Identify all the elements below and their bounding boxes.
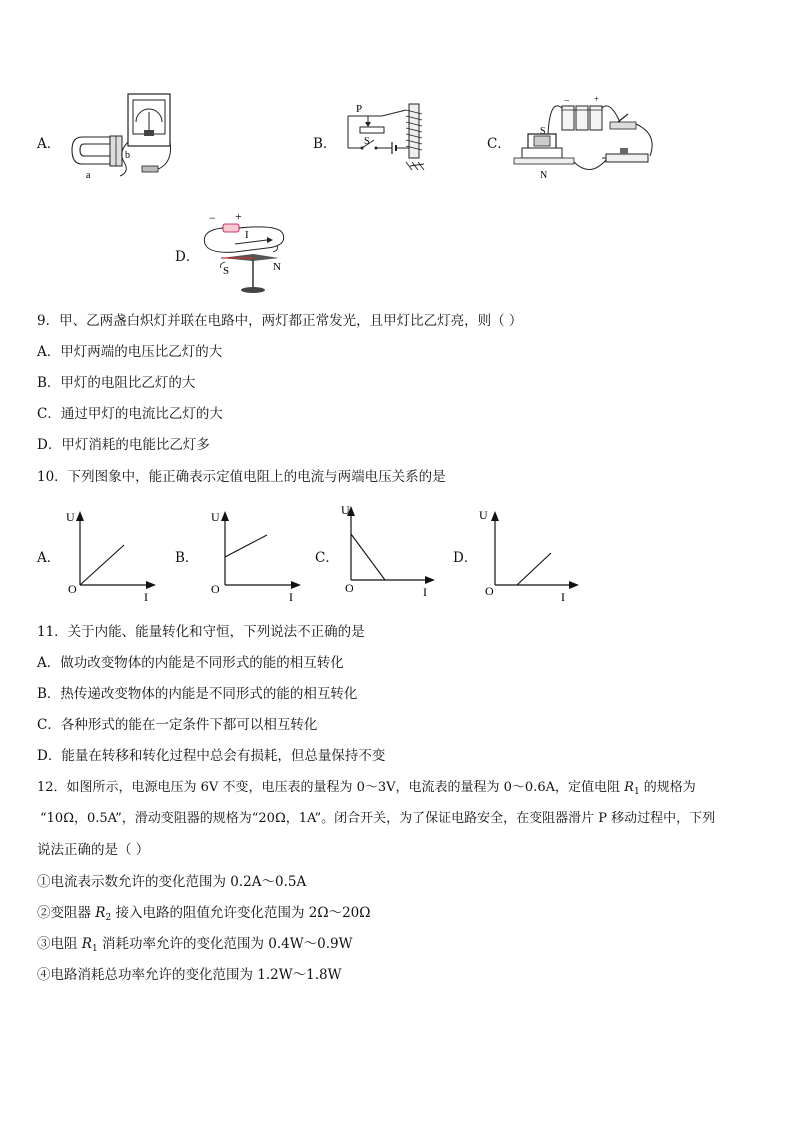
statement-text: ②变阻器: [37, 905, 96, 921]
statement-1: [37, 873, 306, 891]
label-s: S: [223, 265, 230, 277]
option-label: A．: [37, 550, 61, 566]
option-c: C．各种形式的能在一定条件下都可以相互转化: [37, 717, 318, 733]
y-axis-label: U: [66, 510, 75, 524]
option-a: A．甲灯两端的电压比乙灯的大: [37, 344, 223, 360]
variable-r: R: [624, 780, 634, 795]
origin-label: O: [211, 582, 220, 596]
option-d: D．甲灯消耗的电能比乙灯多: [37, 437, 210, 453]
minus-sign: −: [209, 211, 216, 225]
variable-r: R: [81, 936, 92, 952]
plus-sign: +: [594, 94, 600, 104]
option-c: C．通过甲灯的电流比乙灯的大: [37, 406, 223, 422]
label-p: P: [356, 103, 363, 115]
origin-label: O: [345, 581, 354, 595]
subscript: 2: [105, 913, 112, 923]
statement-2: [37, 904, 370, 927]
question-stem: 10．下列图象中，能正确表示定值电阻上的电流与两端电压关系的是: [37, 469, 446, 485]
statement-text: 消耗功率允许的变化范围为 0.4W～0.9W: [97, 936, 353, 952]
label-s: S: [364, 136, 370, 147]
variable-r: R: [95, 905, 106, 921]
option-b: B．热传递改变物体的内能是不同形式的能的相互转化: [37, 686, 358, 702]
label-n: N: [273, 261, 281, 273]
option-label: C．: [315, 550, 339, 566]
graph-a: [60, 505, 160, 605]
option-label: A．: [37, 136, 61, 152]
option-label: D．: [453, 550, 478, 566]
statement-text: ④电路消耗总功率允许的变化范围为 1.2W～1.8W: [37, 967, 342, 983]
y-axis-label: U: [341, 503, 350, 517]
x-axis-label: I: [144, 590, 148, 604]
option-label: D．: [175, 249, 200, 265]
stem-text: 的规格为: [639, 780, 696, 795]
option-b: B．甲灯的电阻比乙灯的大: [37, 375, 196, 391]
plus-sign: +: [235, 209, 242, 223]
label-s: S: [540, 126, 546, 137]
question-stem: 11．关于内能、能量转化和守恒，下列说法不正确的是: [37, 624, 365, 640]
motor-circuit-figure: [510, 94, 660, 184]
statement-3: [37, 935, 352, 958]
option-a: A．做功改变物体的内能是不同形式的能的相互转化: [37, 655, 344, 671]
graph-b: [205, 505, 305, 605]
y-axis-label: U: [211, 510, 220, 524]
label-b: b: [125, 150, 130, 161]
option-label: B．: [175, 550, 199, 566]
option-d: D．能量在转移和转化过程中总会有损耗，但总量保持不变: [37, 748, 386, 764]
x-axis-label: I: [423, 585, 427, 599]
option-label: B．: [313, 136, 337, 152]
minus-sign: −: [564, 96, 570, 107]
label-n: N: [540, 170, 548, 181]
compass-wire-figure: [195, 208, 295, 298]
question-stem-line-3: 说法正确的是（ ）: [37, 842, 150, 858]
electromagnet-circuit-figure: [340, 100, 435, 175]
statement-4: [37, 966, 341, 984]
label-i: I: [245, 229, 249, 241]
statement-text: 接入电路的阻值允许变化范围为 2Ω～20Ω: [111, 905, 371, 921]
galvanometer-magnet-figure: [70, 92, 180, 182]
y-axis-label: U: [479, 508, 488, 522]
statement-text: ③电阻: [37, 936, 82, 952]
subscript: 1: [633, 787, 640, 797]
subscript: 1: [91, 944, 98, 954]
graph-c: [335, 500, 440, 600]
stem-text: 12．如图所示，电源电压为 6V 不变，电压表的量程为 0～3V，电流表的量程为 0～0.6A，定值电阻: [37, 780, 625, 795]
question-stem-line-1: [37, 779, 696, 801]
x-axis-label: I: [561, 590, 565, 604]
origin-label: O: [485, 584, 494, 598]
origin-label: O: [68, 582, 77, 596]
x-axis-label: I: [289, 590, 293, 604]
label-a: a: [86, 170, 91, 181]
graph-d: [475, 505, 585, 605]
question-stem-line-2: “10Ω，0.5A”，滑动变阻器的规格为“20Ω，1A”。闭合开关，为了保证电路安全，在变阻器滑片 P 移动过程中，下列: [40, 811, 716, 826]
question-stem: 9．甲、乙两盏白炽灯并联在电路中，两灯都正常发光，且甲灯比乙灯亮，则（ ）: [37, 313, 523, 329]
statement-text: ①电流表示数允许的变化范围为 0.2A～0.5A: [37, 874, 307, 890]
option-label: C．: [487, 136, 511, 152]
